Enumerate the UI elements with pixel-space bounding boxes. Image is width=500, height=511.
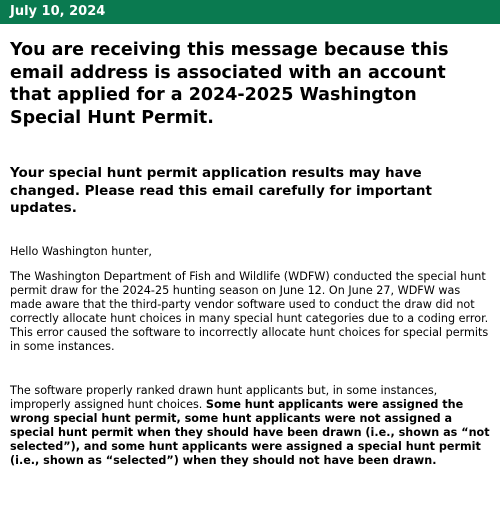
body-paragraph-2 [10, 384, 490, 468]
date-banner [0, 0, 500, 24]
body-paragraph-2-regular: The software properly ranked drawn hunt applicants but, in some instances, improperly assigned hunt choices. [10, 383, 438, 411]
email-subheading: Your special hunt permit application results may have changed. Please read this email carefully for important updates. [10, 165, 432, 216]
body-paragraph-2-bold: Some hunt applicants were assigned the wrong special hunt permit, some hunt applicants were not assigned a special hunt permit when they should have been drawn (i.e., shown as “not selected”), and some hunt applicants were assigned a special hunt permit (i.e., shown as “selected”) when they should not have been drawn. [10, 397, 490, 467]
email-date: July 10, 2024 [10, 4, 106, 19]
greeting-text: Hello Washington hunter, [10, 244, 152, 258]
email-headline: You are receiving this message because this email address is associated with an account that applied for a 2024-2025 Washington Special Hunt Permit. [10, 40, 449, 128]
body-paragraph-1: The Washington Department of Fish and Wildlife (WDFW) conducted the special hunt permit draw for the 2024-25 hunting season on June 12. On June 27, WDFW was made aware that the third-party vendor software used to conduct the draw did not correctly allocate hunt choices in many special hunt categories due to a coding error. This error caused the software to incorrectly allocate hunt choices for special permits in some instances. [10, 269, 489, 353]
